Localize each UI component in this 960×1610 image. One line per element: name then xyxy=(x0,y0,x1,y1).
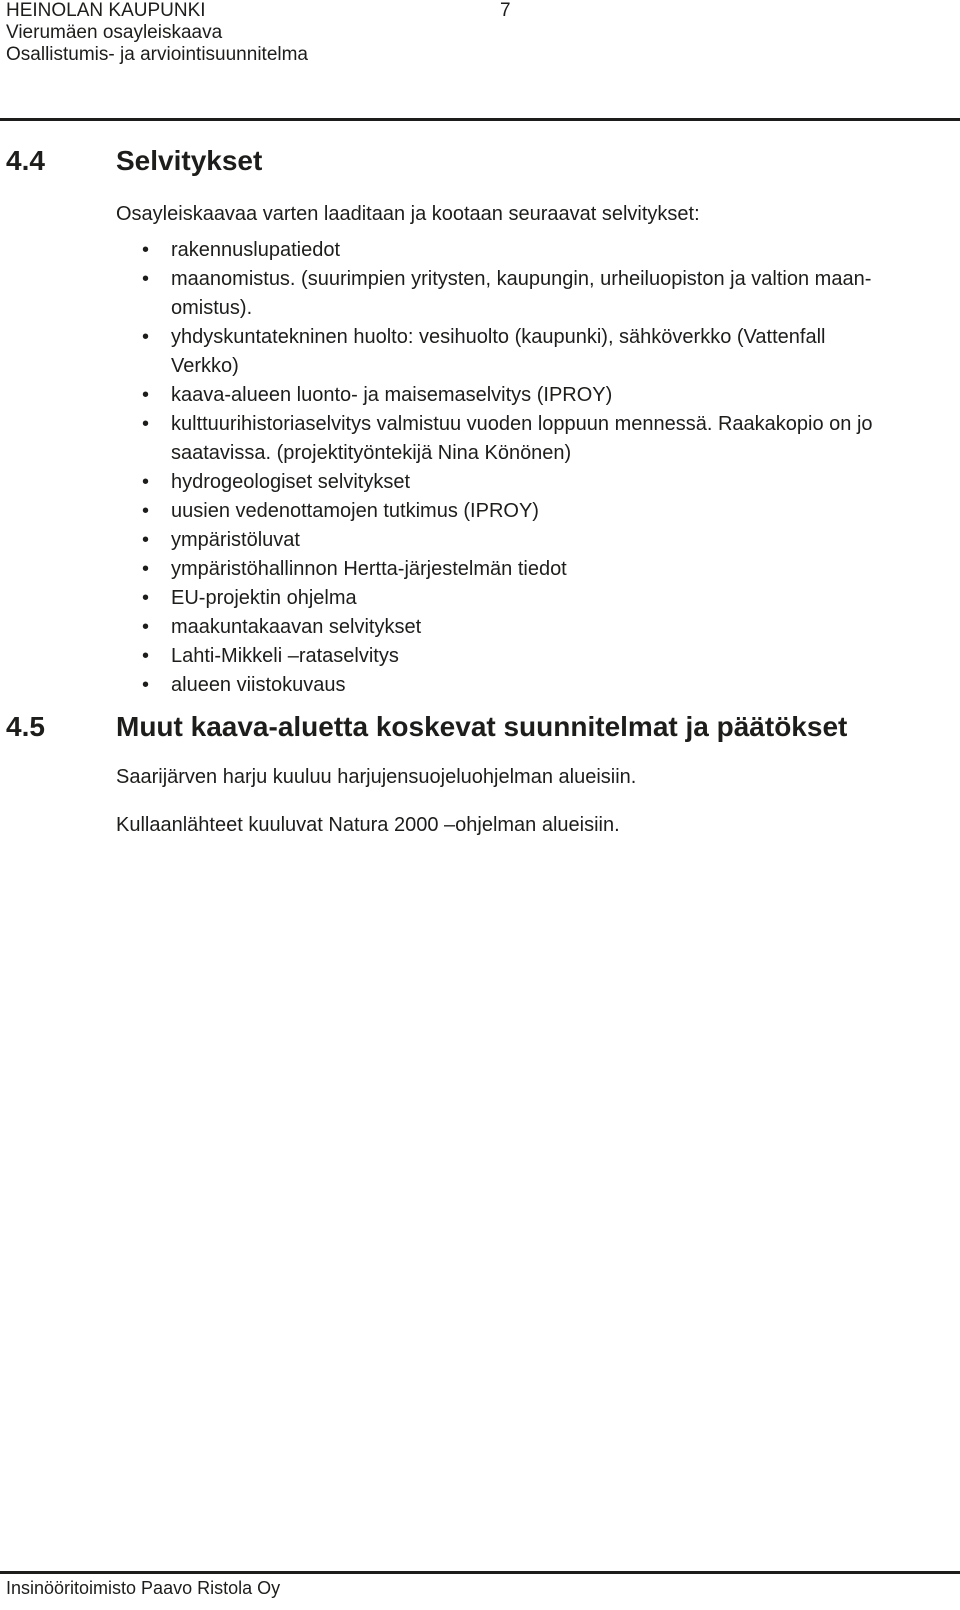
footer-company: Insinööritoimisto Paavo Ristola Oy xyxy=(6,1578,281,1598)
list-item-line: • maakuntakaavan selvitykset xyxy=(171,616,422,638)
footer-divider xyxy=(0,1571,960,1574)
document-header xyxy=(6,0,308,66)
paragraph-harju: Saarijärven harju kuuluu harjujensuojeluohjelman alueisiin. xyxy=(116,766,637,788)
section-intro: Osayleiskaavaa varten laaditaan ja kootaan seuraavat selvitykset: xyxy=(116,203,700,225)
list-item xyxy=(116,323,946,381)
section-title: Selvitykset xyxy=(116,145,263,176)
section-title: Muut kaava-aluetta koskevat suunnitelmat ja päätökset xyxy=(116,711,848,742)
list-item xyxy=(116,613,946,642)
list-item xyxy=(116,468,946,497)
list-item-line: • kulttuurihistoriaselvitys valmistuu vuoden loppuun mennessä. Raakakopio on jo xyxy=(171,413,873,435)
list-item-line: • yhdyskuntatekninen huolto: vesihuolto (kaupunki), sähköverkko (Vattenfall xyxy=(171,326,826,348)
list-item-line: • EU-projektin ohjelma xyxy=(171,587,357,609)
section-heading-4-5 xyxy=(6,710,847,744)
list-item-line: • Lahti-Mikkeli –rataselvitys xyxy=(171,645,399,667)
section-number: 4.4 xyxy=(6,145,45,176)
list-item-line: • alueen viistokuvaus xyxy=(171,674,346,696)
list-item xyxy=(116,642,946,671)
list-item-line: • hydrogeologiset selvitykset xyxy=(171,471,411,493)
list-item-line: omistus). xyxy=(171,297,253,319)
header-divider xyxy=(0,118,960,121)
list-item xyxy=(116,671,946,700)
list-item-line: • kaava-alueen luonto- ja maisemaselvitys (IPROY) xyxy=(171,384,613,406)
list-item-line: saatavissa. (projektityöntekijä Nina Könönen) xyxy=(171,442,572,464)
paragraph-natura: Kullaanlähteet kuuluvat Natura 2000 –ohjelman alueisiin. xyxy=(116,814,620,836)
survey-list xyxy=(116,236,946,700)
list-item-line: Verkko) xyxy=(171,355,239,377)
list-item-line: • rakennuslupatiedot xyxy=(171,239,341,261)
section-heading-4-4 xyxy=(6,144,262,178)
header-document-type: Osallistumis- ja arviointisuunnitelma xyxy=(6,44,308,65)
list-item xyxy=(116,410,946,468)
list-item xyxy=(116,555,946,584)
list-item-line: • ympäristöhallinnon Hertta-järjestelmän tiedot xyxy=(171,558,567,580)
header-plan-name: Vierumäen osayleiskaava xyxy=(6,22,223,43)
list-item xyxy=(116,381,946,410)
list-item xyxy=(116,584,946,613)
list-item-line: • ympäristöluvat xyxy=(171,529,300,551)
list-item xyxy=(116,526,946,555)
list-item-line: • uusien vedenottamojen tutkimus (IPROY) xyxy=(171,500,539,522)
page-number: 7 xyxy=(500,0,511,21)
list-item xyxy=(116,265,946,323)
list-item-line: • maanomistus. (suurimpien yritysten, kaupungin, urheiluopiston ja valtion maan- xyxy=(171,268,872,290)
list-item xyxy=(116,236,946,265)
header-organization: HEINOLAN KAUPUNKI xyxy=(6,0,206,21)
list-item xyxy=(116,497,946,526)
section-number: 4.5 xyxy=(6,711,45,742)
